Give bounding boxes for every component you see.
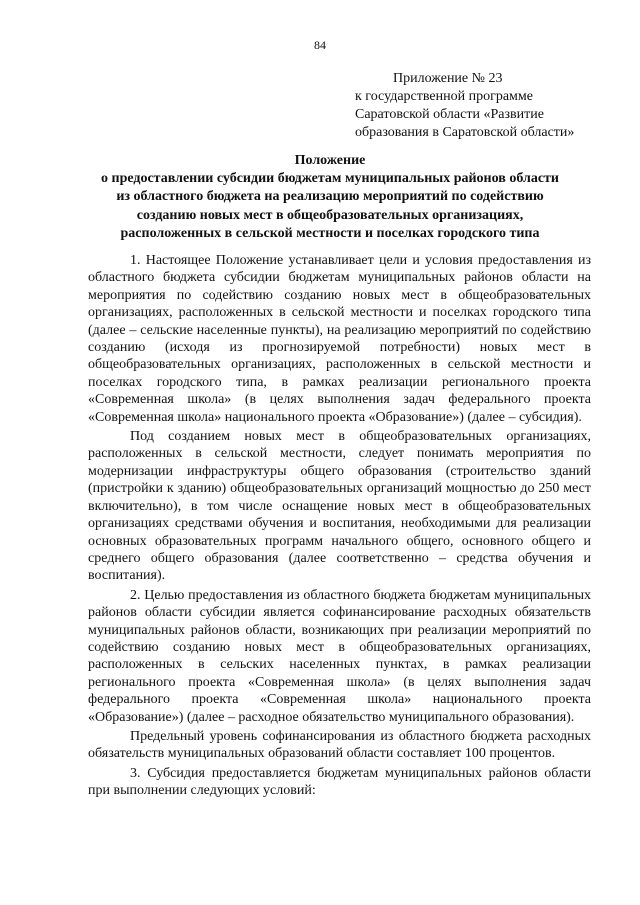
appendix-line: к государственной программе	[355, 89, 533, 104]
heading-line: расположенных в сельской местности и поселках городского типа	[120, 225, 540, 241]
paragraph: 1. Настоящее Положение устанавливает цели и условия предоставления из областного бюджета субсидии бюджетам муниципальных районов области на мероприятия по содействию созданию новых мест в общеобразовательных организациях, расположенных в сельской местности и поселках городского типа (далее – сельские населенные пункты), на реализацию мероприятий по содействию созданию (исходя из прогнозируемой потребности) новых мест в общеобразовательных организациях, расположенных в сельской местности и поселках городского типа, в рамках реализации регионального проекта «Современная школа» (в целях выполнения задач федерального проекта «Современная школа» национального проекта «Образование») (далее – субсидия).	[88, 253, 591, 425]
appendix-line: Саратовской области «Развитие	[355, 107, 544, 122]
page-number: 84	[314, 38, 326, 52]
appendix-line: образования в Саратовской области»	[355, 125, 575, 140]
body-text	[88, 252, 591, 800]
regulation-heading	[80, 152, 580, 243]
paragraph: Под созданием новых мест в общеобразовательных организациях, расположенных в сельской местности, следует понимать мероприятия по модернизации инфраструктуры общего образования (строительство зданий (пристройки к зданию) общеобразовательных организаций мощностью до 250 мест включительно), в том числе оснащение новых мест в общеобразовательных организациях средствами обучения и воспитания, необходимыми для реализации основных образовательных программ начального общего, основного общего и среднего общего образования (далее соответственно – средства обучения и воспитания).	[88, 429, 591, 584]
paragraph: 3. Субсидия предоставляется бюджетам муниципальных районов области при выполнении следующих условий:	[88, 765, 591, 799]
heading-line: из областного бюджета на реализацию мероприятий по содействию	[116, 189, 544, 205]
appendix-block	[355, 70, 625, 142]
appendix-title: Приложение № 23	[393, 71, 503, 86]
paragraph: 2. Целью предоставления из областного бюджета бюджетам муниципальных районов области субсидии является софинансирование расходных обязательств муниципальных районов области, возникающих при реализации мероприятий по содействию созданию новых мест в общеобразовательных организациях, расположенных в сельских населенных пунктах, в рамках реализации регионального проекта «Современная школа» (в целях выполнения задач федерального проекта «Современная школа» национального проекта «Образование») (далее – расходное обязательство муниципального образования).	[88, 587, 591, 725]
paragraph: Предельный уровень софинансирования из областного бюджета расходных обязательств муниципальных образований области составляет 100 процентов.	[88, 728, 591, 762]
heading-line: о предоставлении субсидии бюджетам муниципальных районов области	[101, 171, 559, 187]
heading-line: созданию новых мест в общеобразовательных организациях,	[136, 207, 524, 223]
heading-title: Положение	[294, 153, 366, 168]
